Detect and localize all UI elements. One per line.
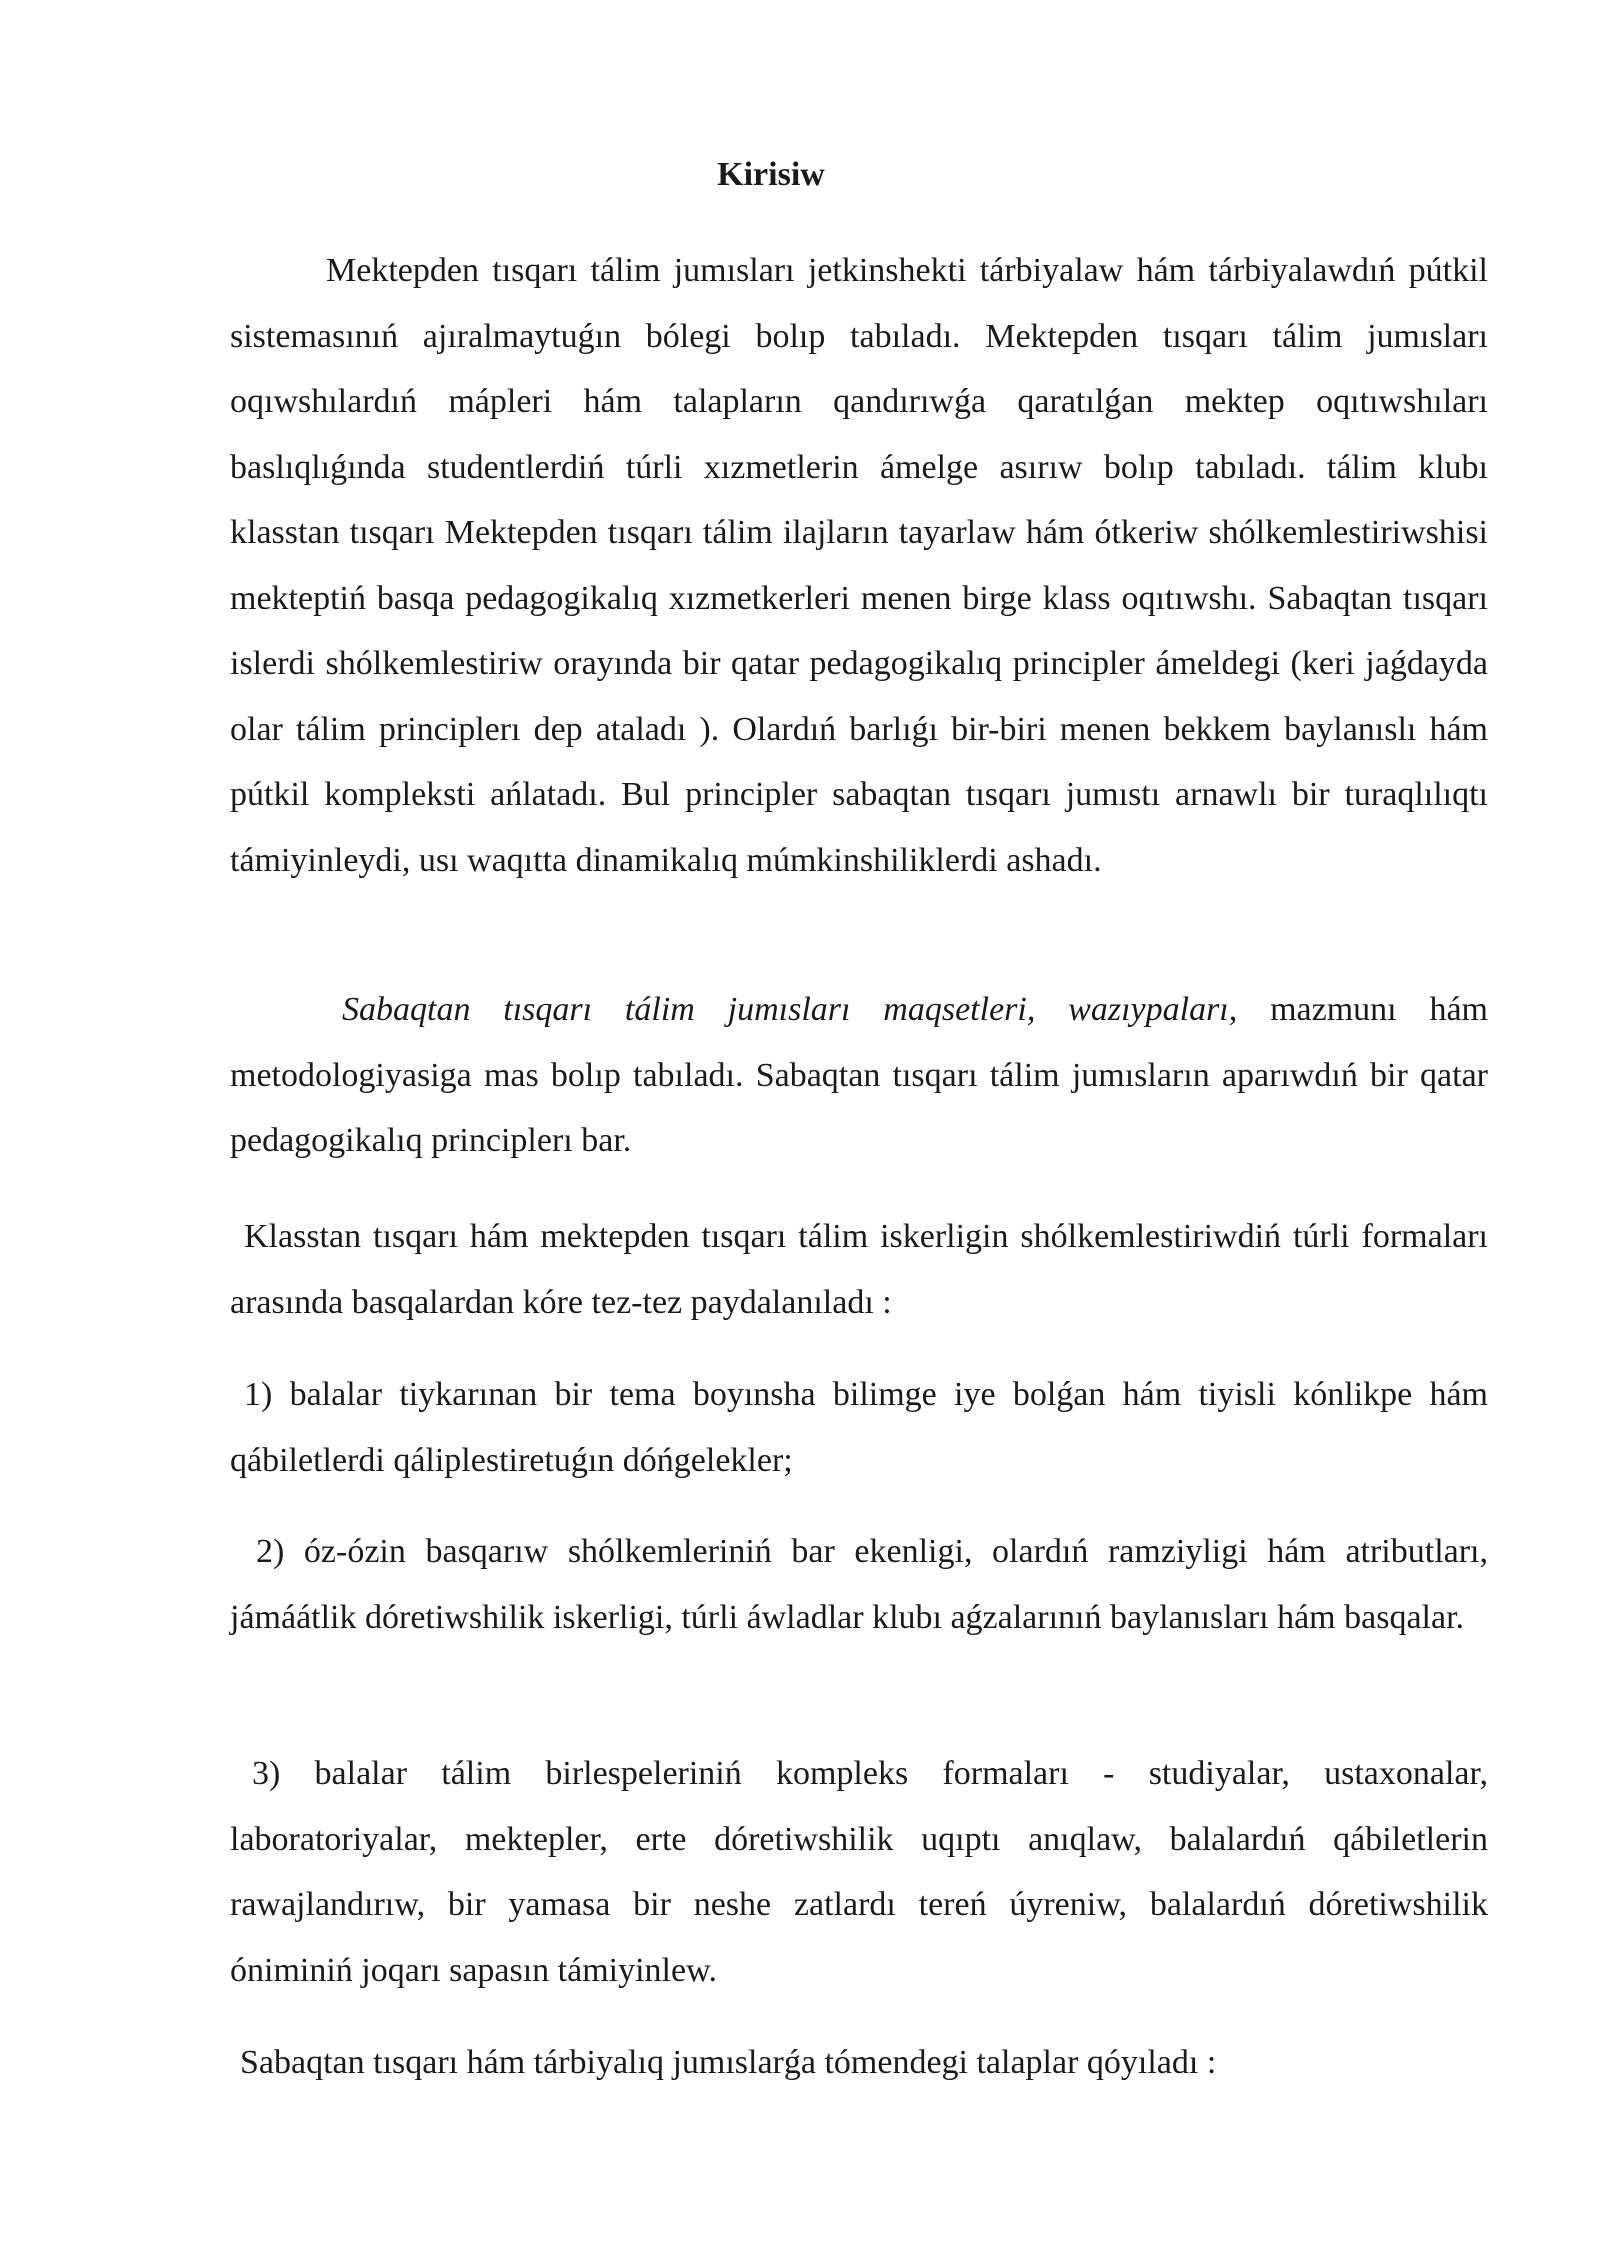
paragraph-principles [230,977,1488,1174]
paragraph-forms: Klasstan tısqarı hám mektepden tısqarı tálim iskerligin shólkemlestiriwdiń túrli formaları arasında basqalardan kóre tez-tez paydalanıladı : [230,1218,1488,1321]
list-item-3: 3) balalar tálim birlespeleriniń kompleks formaları - studiyalar, ustaxonalar, laboratoriyalar, mektepler, erte dóretiwshilik uqıptı anıqlaw, balalardıń qábiletlerin rawajlandırıw, bir yamasa bir neshe zatlardı tereń úyreniw, balalardıń dóretiwshilik óniminiń joqarı sapasın támiyinlew. [230,1755,1488,1989]
paragraph-intro: Mektepden tısqarı tálim jumısları jetkinshekti tárbiyalaw hám tárbiyalawdıń pútkil sistemasınıń ajıralmaytuǵın bólegi bolıp tabıladı. Mektepden tısqarı tálim jumısları oqıwshılardıń mápleri hám talapların qandırıwǵa qaratılǵan mektep oqıtıwshıları baslıqlıǵında studentlerdiń túrli xızmetlerin ámelge asırıw bolıp tabıladı. tálim klubı klasstan tısqarı Mektepden tısqarı tálim ilajların tayarlaw hám ótkeriw shólkemlestiriwshisi mekteptiń basqa pedagogikalıq xızmetkerleri menen birge klass oqıtıwshı. Sabaqtan tısqarı islerdi shólkemlestiriw orayında bir qatar pedagogikalıq principler ámeldegi (keri jaǵdayda olar tálim principlerı dep ataladı ). Olardıń barlıǵı bir-biri menen bekkem baylanıslı hám pútkil kompleksti ańlatadı. Bul principler sabaqtan tısqarı jumıstı arnawlı bir turaqlılıqtı támiyinleydi, usı waqıtta dinamikalıq múmkinshiliklerdi ashadı. [230,252,1488,879]
list-item-1: 1) balalar tiykarınan bir tema boyınsha bilimge iye bolǵan hám tiyisli kónlikpe hám qábiletlerdi qáliplestiretuǵın dóńgelekler; [230,1376,1488,1479]
list-item-2: 2) óz-ózin basqarıw shólkemleriniń bar ekenligi, olardıń ramziyligi hám atributları, jámáátlik dóretiwshilik iskerligi, túrli áwladlar klubı aǵzalarınıń baylanısları hám basqalar. [230,1533,1488,1636]
italic-phrase: Sabaqtan tısqarı tálim jumısları maqsetleri, wazıypaları, [342,991,1238,1028]
paragraph-requirements: Sabaqtan tısqarı hám tárbiyalıq jumıslarǵa tómendegi talaplar qóyıladı : [240,2044,1217,2081]
paragraph-principles-text: mazmunı hám metodologiyasiga mas bolıp tabıladı. Sabaqtan tısqarı tálim jumısların aparıwdıń bir qatar pedagogikalıq principlerı bar. [230,991,1488,1159]
document-title: Kirisiw [717,156,825,193]
